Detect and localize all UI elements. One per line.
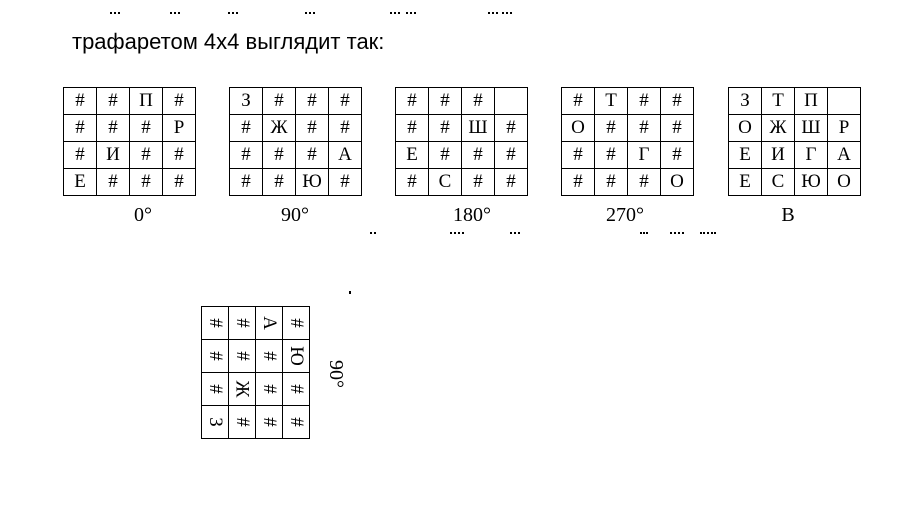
grid-cell [283, 373, 310, 406]
grid-cell [229, 340, 256, 373]
grid-cell-text: # [259, 417, 280, 427]
grid-cell: # [130, 115, 163, 142]
grid-cell: # [263, 88, 296, 115]
grid-caption-270: 270° [606, 204, 644, 226]
grid-caption-90: 90° [281, 204, 309, 226]
grid-row [202, 406, 310, 439]
grid-cell: П [130, 88, 163, 115]
grid-cell: С [429, 169, 462, 196]
grid-cell: # [130, 169, 163, 196]
stencil-grid-0 [63, 87, 196, 196]
grid-cell: И [762, 142, 795, 169]
scan-artifact-tick [349, 291, 351, 294]
stencil-grid-180 [395, 87, 528, 196]
grid-cell-text: # [205, 384, 226, 394]
grid-row [562, 115, 694, 142]
grid-cell [495, 88, 528, 115]
grid-cell: # [562, 142, 595, 169]
grid-cell: Т [762, 88, 795, 115]
grid-row [64, 169, 196, 196]
grid-cell: О [562, 115, 595, 142]
grid-cell: # [263, 142, 296, 169]
grid-cell: # [130, 142, 163, 169]
grid-cell [202, 307, 229, 340]
grid-cell [283, 406, 310, 439]
grid-cell [202, 373, 229, 406]
grid-cell: # [97, 115, 130, 142]
grid-cell: # [661, 142, 694, 169]
grid-cell: Р [163, 115, 196, 142]
grid-cell: # [230, 115, 263, 142]
grid-row [396, 142, 528, 169]
grid-cell: # [296, 142, 329, 169]
grid-cell-text: # [205, 318, 226, 328]
grid-cell: А [828, 142, 861, 169]
grid-cell: # [296, 115, 329, 142]
grid-cell [202, 406, 229, 439]
grid-cell-text: Ю [286, 346, 307, 366]
grid-row [396, 169, 528, 196]
grid-cell: С [762, 169, 795, 196]
grid-cell: Е [64, 169, 97, 196]
grid-cell-text: # [232, 417, 253, 427]
grid-cell-text: # [259, 351, 280, 361]
grid-cell: # [628, 115, 661, 142]
grid-cell: # [562, 169, 595, 196]
grid-caption-0: 0° [134, 204, 152, 226]
grid-cell: # [661, 88, 694, 115]
grid-cell: Е [729, 142, 762, 169]
grid-cell-text: # [286, 417, 307, 427]
result-caption: В [781, 204, 795, 226]
grid-row [396, 115, 528, 142]
grid-row [396, 88, 528, 115]
grid-cell [229, 406, 256, 439]
grid-cell [283, 340, 310, 373]
grid-row [230, 88, 362, 115]
grid-cell: # [64, 115, 97, 142]
grid-cell: О [729, 115, 762, 142]
grid-cell-text: Ж [232, 380, 253, 398]
grid-cell: # [595, 169, 628, 196]
grid-row [729, 115, 861, 142]
grid-cell: Ю [795, 169, 828, 196]
scan-artifact-top [110, 12, 530, 22]
grid-cell: # [263, 169, 296, 196]
grid-cell: Г [628, 142, 661, 169]
grid-cell: Ш [462, 115, 495, 142]
grid-row [562, 88, 694, 115]
grid-cell: # [462, 142, 495, 169]
grid-cell: # [661, 115, 694, 142]
grid-cell: # [163, 169, 196, 196]
grid-cell: # [329, 169, 362, 196]
grid-cell: А [329, 142, 362, 169]
grid-cell: # [64, 88, 97, 115]
grid-cell: # [495, 169, 528, 196]
grid-cell: # [595, 142, 628, 169]
grid-cell [256, 340, 283, 373]
grid-cell: # [396, 115, 429, 142]
grid-cell-text: # [286, 318, 307, 328]
grid-row [202, 373, 310, 406]
grid-cell: # [296, 88, 329, 115]
grid-cell-text: # [232, 351, 253, 361]
grid-cell: # [396, 88, 429, 115]
grid-cell: Р [828, 115, 861, 142]
grid-cell-text: # [286, 384, 307, 394]
grid-row [64, 88, 196, 115]
grid-cell-text: # [205, 351, 226, 361]
grid-cell: # [163, 88, 196, 115]
grid-cell: Е [729, 169, 762, 196]
page-heading: трафаретом 4x4 выглядит так: [72, 29, 385, 54]
grid-row [562, 169, 694, 196]
grid-cell: # [562, 88, 595, 115]
grid-row [202, 340, 310, 373]
rotated-stencil [201, 306, 343, 440]
grid-cell: # [429, 88, 462, 115]
grid-row [729, 142, 861, 169]
grid-row [230, 169, 362, 196]
result-grid [728, 87, 861, 196]
grid-cell: Ш [795, 115, 828, 142]
grid-cell: # [329, 115, 362, 142]
grid-cell [229, 307, 256, 340]
grid-cell: # [462, 169, 495, 196]
grid-caption-180: 180° [453, 204, 491, 226]
grid-cell: # [495, 142, 528, 169]
grid-row [230, 142, 362, 169]
rotated-stencil-grid [201, 306, 310, 439]
grid-cell [256, 406, 283, 439]
grid-cell: Ж [263, 115, 296, 142]
grid-cell-text: З [205, 417, 226, 427]
grid-cell [229, 373, 256, 406]
scan-artifact-middle [370, 232, 750, 240]
grid-cell: # [163, 142, 196, 169]
grid-row [729, 169, 861, 196]
grid-cell: # [64, 142, 97, 169]
grid-cell: Г [795, 142, 828, 169]
grid-cell-text: А [258, 316, 280, 330]
grid-row [202, 307, 310, 340]
grid-cell: # [97, 169, 130, 196]
grid-cell: П [795, 88, 828, 115]
grid-row [729, 88, 861, 115]
grid-row [64, 142, 196, 169]
rotated-stencil-caption: 90° [325, 360, 347, 388]
grid-cell: О [661, 169, 694, 196]
grid-cell: И [97, 142, 130, 169]
grid-cell: З [729, 88, 762, 115]
grid-cell: Ю [296, 169, 329, 196]
grid-cell: О [828, 169, 861, 196]
grid-cell: # [595, 115, 628, 142]
grid-cell: Е [396, 142, 429, 169]
grid-cell: # [329, 88, 362, 115]
grid-cell: # [628, 88, 661, 115]
grid-cell: # [230, 142, 263, 169]
grid-cell [256, 307, 283, 340]
grid-row [230, 115, 362, 142]
grid-cell [828, 88, 861, 115]
grid-cell [283, 307, 310, 340]
stencil-grid-90 [229, 87, 362, 196]
grid-cell: # [396, 169, 429, 196]
grid-cell: Ж [762, 115, 795, 142]
stencil-grid-270 [561, 87, 694, 196]
grid-cell [256, 373, 283, 406]
grid-cell: # [462, 88, 495, 115]
grid-row [64, 115, 196, 142]
grid-cell: # [97, 88, 130, 115]
grid-cell: З [230, 88, 263, 115]
grid-cell: # [628, 169, 661, 196]
grid-row [562, 142, 694, 169]
grid-cell: # [230, 169, 263, 196]
grid-cell: # [495, 115, 528, 142]
grid-cell [202, 340, 229, 373]
grid-cell: # [429, 142, 462, 169]
grid-cell: # [429, 115, 462, 142]
grid-cell-text: # [232, 318, 253, 328]
grid-cell: Т [595, 88, 628, 115]
grid-cell-text: # [259, 384, 280, 394]
